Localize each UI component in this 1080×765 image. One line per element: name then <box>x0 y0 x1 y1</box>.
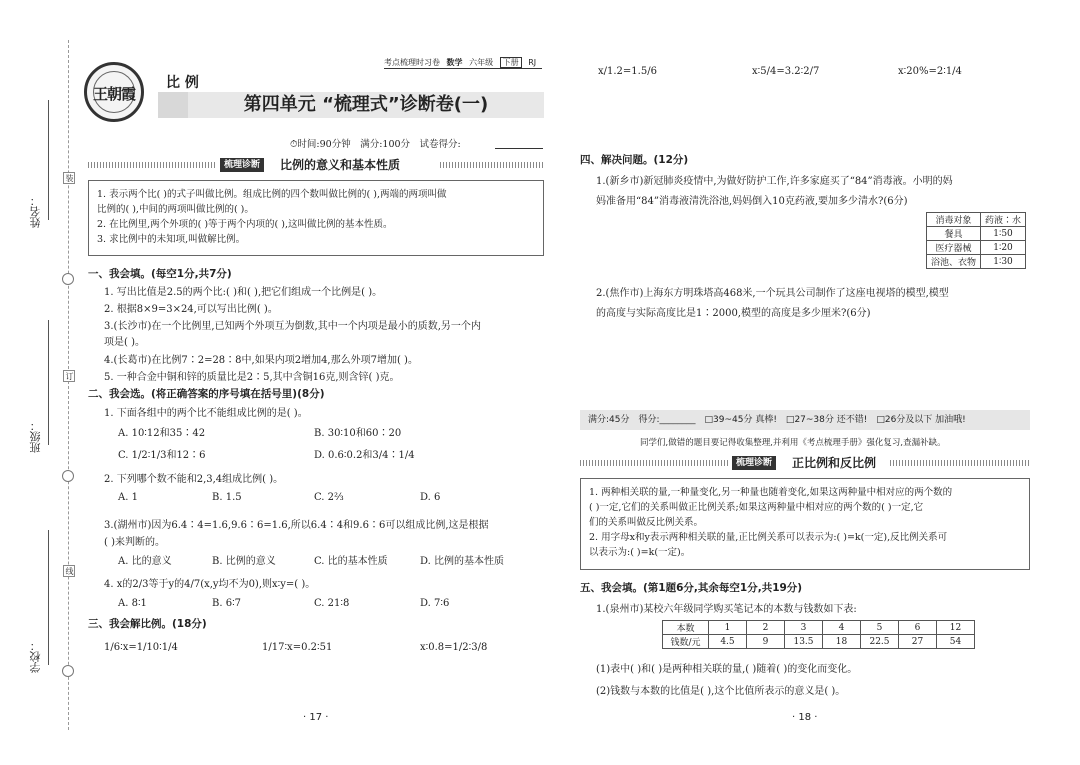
concept-line: 2. 在比例里,两个外项的( )等于两个内项的( ),这叫做比例的基本性质。 <box>97 219 393 230</box>
unit-title: 第四单元 “梳理式”诊断卷(一) <box>188 92 544 118</box>
question: 3.(湖州市)因为6.4∶4=1.6,9.6∶6=1.6,所以6.4∶4和9.6∶6可以组成比例,这是根据 <box>104 520 489 531</box>
question: 5. 一种合金中铜和锌的质量比是2∶5,其中含铜16克,则含锌( )克。 <box>104 372 400 383</box>
option[interactable]: D. 6 <box>420 492 441 503</box>
equation: 1/6∶x=1/10∶1/4 <box>104 642 178 653</box>
table-cell: 1∶50 <box>981 227 1026 241</box>
binding-hole <box>62 665 74 677</box>
option[interactable]: B. 6∶7 <box>212 598 242 609</box>
class-label: 班级： <box>29 420 42 453</box>
question: 的高度与实际高度比是1∶2000,模型的高度是多少厘米?(6分) <box>596 308 871 319</box>
equation: x/1.2=1.5/6 <box>598 66 657 77</box>
question: 1. 写出比值是2.5的两个比:( )和( ),把它们组成一个比例是( )。 <box>104 287 383 298</box>
part-heading: 五、我会填。(第1题6分,其余每空1分,共19分) <box>580 582 803 594</box>
part-heading: 一、我会填。(每空1分,共7分) <box>88 268 232 280</box>
question: ( )来判断的。 <box>104 537 165 548</box>
concept-line: 1. 表示两个比( )的式子叫做比例。组成比例的四个数叫做比例的( ),两端的两项叫做 <box>97 189 447 200</box>
question: 1. 下面各组中的两个比不能组成比例的是( )。 <box>104 408 308 419</box>
equation: x∶5/4=3.2∶2/7 <box>752 66 820 77</box>
page-number: · 17 · <box>303 712 329 723</box>
table-cell: 浴池、衣物 <box>927 255 981 269</box>
option[interactable]: B. 30∶10和60∶20 <box>314 428 402 439</box>
option[interactable]: D. 比例的基本性质 <box>420 556 505 567</box>
concept-line: 比例的( ),中间的两项叫做比例的( )。 <box>97 204 254 215</box>
table-cell: 2 <box>747 621 785 635</box>
question: 妈准备用“84”消毒液清洗浴池,妈妈倒入10克药液,要加多少清水?(6分) <box>596 196 908 207</box>
binding-hole <box>62 470 74 482</box>
question: 4.(长葛市)在比例7∶2=28∶8中,如果内项2增加4,那么外项7增加( )。 <box>104 355 418 366</box>
question: (1)表中( )和( )是两种相关联的量,( )随着( )的变化而变化。 <box>596 664 858 675</box>
option[interactable]: C. 1/2∶1/3和12∶6 <box>118 450 206 461</box>
concept-box-2 <box>580 478 1030 570</box>
table-cell: 54 <box>937 635 975 649</box>
option[interactable]: D. 7∶6 <box>420 598 450 609</box>
table-cell: 1 <box>709 621 747 635</box>
class-field[interactable] <box>48 320 49 445</box>
table-cell: 18 <box>823 635 861 649</box>
option[interactable]: B. 比例的意义 <box>212 556 276 567</box>
concept-line: 3. 求比例中的未知项,叫做解比例。 <box>97 234 246 245</box>
option[interactable]: C. 2⅔ <box>314 492 344 503</box>
book-info <box>384 57 536 68</box>
table-header: 药液∶水 <box>981 213 1026 227</box>
table-cell: 本数 <box>663 621 709 635</box>
disinfectant-table <box>926 212 1026 269</box>
header-rule <box>384 68 542 69</box>
option[interactable]: C. 21∶8 <box>314 598 350 609</box>
question: 2. 下列哪个数不能和2,3,4组成比例( )。 <box>104 474 284 485</box>
binding-tag: 线 <box>65 567 74 575</box>
question: 2.(焦作市)上海东方明珠塔高468米,一个玩具公司制作了这座电视塔的模型,模型 <box>596 288 949 299</box>
question: 1.(泉州市)某校六年级同学购买笔记本的本数与钱数如下表: <box>596 604 857 615</box>
part-heading: 四、解决问题。(12分) <box>580 154 689 166</box>
section-bar-2 <box>580 456 1030 470</box>
option[interactable]: B. 1.5 <box>212 492 242 503</box>
section-title: 正比例和反比例 <box>792 456 877 470</box>
table-cell: 27 <box>899 635 937 649</box>
table-cell: 钱数/元 <box>663 635 709 649</box>
equation: x∶20%=2∶1/4 <box>898 66 962 77</box>
question: 1.(新乡市)新冠肺炎疫情中,为做好防护工作,许多家庭买了“84”消毒液。小明的妈 <box>596 176 953 187</box>
table-cell: 医疗器械 <box>927 241 981 255</box>
school-field[interactable] <box>48 530 49 665</box>
equation: x∶0.8=1/2∶3/8 <box>420 642 488 653</box>
binding-hole <box>62 273 74 285</box>
option[interactable]: A. 8∶1 <box>118 598 147 609</box>
table-cell: 6 <box>899 621 937 635</box>
series-name: 考点梳理时习卷 <box>384 58 440 67</box>
table-cell: 22.5 <box>861 635 899 649</box>
binding-tag: 装 <box>65 174 74 182</box>
option[interactable]: A. 1 <box>118 492 138 503</box>
option[interactable]: D. 0.6∶0.2和3/4∶1/4 <box>314 450 415 461</box>
binding-margin <box>0 0 78 765</box>
question: (2)钱数与本数的比值是( ),这个比值所表示的意义是( )。 <box>596 686 846 697</box>
banner-accent <box>158 92 188 118</box>
section-title: 比例的意义和基本性质 <box>280 158 401 172</box>
name-field[interactable] <box>48 100 49 220</box>
score-summary-bar: 满分:45分 得分:________ □39~45分 真棒! □27~38分 还不错! □26分及以下 加油哦! <box>580 410 1030 430</box>
equation: 1/17∶x=0.2∶51 <box>262 642 333 653</box>
question: 4. x的2/3等于y的4/7(x,y均不为0),则x∶y=( )。 <box>104 579 316 590</box>
option[interactable]: A. 比的意义 <box>118 556 172 567</box>
part-heading: 二、我会选。(将正确答案的序号填在括号里)(8分) <box>88 388 325 400</box>
table-cell: 3 <box>785 621 823 635</box>
time-score-line: ⏱时间:90分钟 满分:100分 试卷得分: <box>290 139 461 150</box>
school-label: 学校： <box>29 640 42 673</box>
binding-tag: 订 <box>65 372 74 380</box>
binding-dashed-line <box>68 40 69 730</box>
page-number: · 18 · <box>792 712 818 723</box>
table-cell: 4 <box>823 621 861 635</box>
review-tip: 同学们,做错的题目要记得收集整理,并利用《考点梳理手册》强化复习,查漏补缺。 <box>640 438 946 448</box>
part-heading: 三、我会解比例。(18分) <box>88 618 207 630</box>
section-badge: 梳理诊断 <box>732 456 776 470</box>
table-header: 消毒对象 <box>927 213 981 227</box>
table-cell: 12 <box>937 621 975 635</box>
table-cell: 1∶20 <box>981 241 1026 255</box>
section-badge: 梳理诊断 <box>220 158 264 172</box>
subject: 数学 <box>446 58 463 67</box>
table-cell: 13.5 <box>785 635 823 649</box>
concept-box-1 <box>88 180 544 256</box>
publisher-logo <box>84 62 144 122</box>
question: 2. 根据8×9=3×24,可以写出比例( )。 <box>104 304 278 315</box>
concept-line: 1. 两种相关联的量,一种量变化,另一种量也随着变化,如果这两种量中相对应的两个数的 <box>589 487 953 498</box>
table-cell: 9 <box>747 635 785 649</box>
question: 项是( )。 <box>104 337 145 348</box>
option[interactable]: A. 10∶12和35∶42 <box>118 428 206 439</box>
term: 下册 <box>500 57 522 68</box>
table-cell: 1∶30 <box>981 255 1026 269</box>
notebook-price-table <box>662 620 975 649</box>
table-cell: 5 <box>861 621 899 635</box>
table-cell: 餐具 <box>927 227 981 241</box>
name-label: 姓名： <box>29 195 42 228</box>
chapter-title: 比 例 <box>166 75 199 91</box>
table-cell: 4.5 <box>709 635 747 649</box>
edition: RJ <box>528 58 537 67</box>
section-bar-1 <box>88 158 544 172</box>
score-blank[interactable] <box>495 148 543 149</box>
concept-line: ( )一定,它们的关系叫做正比例关系;如果这两种量中相对应的两个数的( )一定,它 <box>589 502 924 513</box>
question: 3.(长沙市)在一个比例里,已知两个外项互为倒数,其中一个内项是最小的质数,另一个内 <box>104 321 481 332</box>
grade: 六年级 <box>469 58 494 67</box>
logo-text: 王朝霞 <box>92 85 135 103</box>
concept-line: 以表示为:( )=k(一定)。 <box>589 547 691 558</box>
option[interactable]: C. 比的基本性质 <box>314 556 388 567</box>
concept-line: 们的关系叫做反比例关系。 <box>589 517 704 528</box>
concept-line: 2. 用字母x和y表示两种相关联的量,正比例关系可以表示为:( )=k(一定),反比例关系可 <box>589 532 948 543</box>
